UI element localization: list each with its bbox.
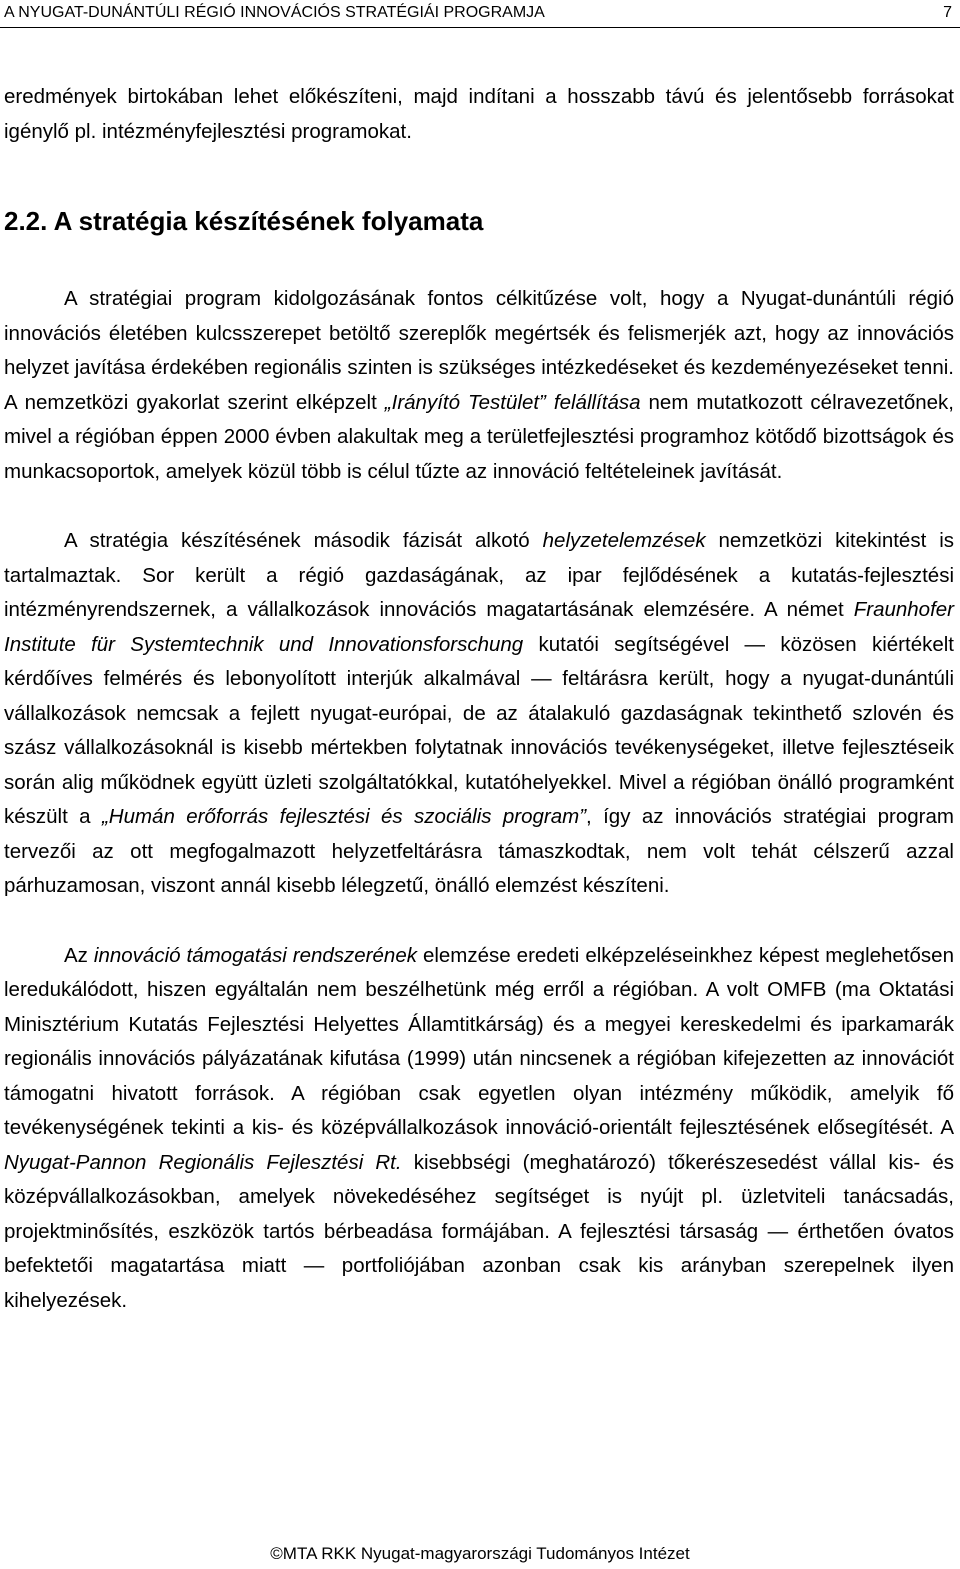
page-footer: ©MTA RKK Nyugat-magyarországi Tudományos Intézet (270, 1544, 690, 1563)
italic-run: Nyugat-Pannon Regionális Fejlesztési Rt. (4, 1150, 402, 1174)
italic-run: helyzetelemzések (542, 529, 706, 552)
text-run: kisebbségi (meghatározó) tőkerészesedést vállal kis- és középvállalkozásokban, amelyek növekedéséhez segítséget is nyújt pl. üzletviteli tanácsadás, projektminősítés, eszközök tartós bérbeadása formájában. A fejlesztési társaság — érthetően óvatos befektetői magatartása miatt — portfoliójában azonban csak kis arányban szerepelnek ilyen kihelyezések. (4, 1150, 954, 1312)
page-number: 7 (943, 4, 952, 21)
text-run: elemzése eredeti elképzeléseinkhez képest meglehetősen leredukálódott, hiszen egyáltalán nem beszélhetünk még erről a régióban. A volt OMFB (ma Oktatási Minisztérium Kutatás Fejlesztési Helyettes Államtitkárság) és a megyei kereskedelmi és iparkamarák regionális innovációs pályázatának kifutása (1999) után nincsenek a régióban kifejezetten az innovációt támogatni hivatott források. A régióban csak egyetlen olyan intézmény működik, amelyik fő tevékenységének tekinti a kis- és középvállalkozások innováció-orientált fejlesztésének elősegítését. A (4, 943, 954, 1139)
text-run: A stratégia készítésének második fázisát alkotó (64, 529, 543, 552)
text-run: nem mutatkozott célravezetőnek, mivel a régióban éppen 2000 évben alakultak meg a területfejlesztési programhoz kötődő bizottságok és munkacsoportok, amelyek közül több is célul tűzte az innováció feltételeinek javítását. (4, 390, 954, 483)
paragraph-3 (4, 939, 954, 1319)
header-title: A NYUGAT-DUNÁNTÚLI RÉGIÓ INNOVÁCIÓS STRATÉGIÁI PROGRAMJA (4, 4, 545, 21)
section-heading: 2.2. A stratégia készítésének folyamata (4, 206, 484, 236)
text-run: A stratégiai program kidolgozásának fontos célkitűzése volt, hogy a Nyugat-dunántúli régió innovációs életében kulcsszerepet betöltő szereplők megértsék és felismerjék azt, hogy az innovációs helyzet javítása érdekében regionális szinten is szükséges intézkedéseket és kezdeményezéseket tenni. A nemzetközi gyakorlat szerint elképzelt (4, 287, 954, 414)
text-run: Az (64, 943, 94, 967)
italic-run: innováció támogatási rendszerének (93, 943, 417, 967)
paragraph-continuation: eredmények birtokában lehet előkészíteni, majd indítani a hosszabb távú és jelentősebb forrásokat igénylő pl. intézményfejlesztési programokat. (4, 85, 954, 143)
paragraph-2 (4, 524, 954, 904)
italic-run: „Humán erőforrás fejlesztési és szociális program” (101, 805, 587, 828)
paragraph-1 (4, 282, 954, 489)
italic-run: Fraunhofer Institute für Systemtechnik und Innovationsforschung (4, 598, 954, 656)
text-run: kutatói segítségével — közösen kiértékelt kérdőíves felmérés és lebonyolított interjúk alkalmával — feltárásra került, hogy a nyugat-dunántúli vállalkozások nemcsak a fejlett nyugat-európai, de az átalakuló gazdaságnak tekinthető szlovén és szász vállalkozásoknál is kisebb mértekben folytatnak innovációs tevékenységeket, illetve fejlesztéseik során alig működnek együtt üzleti szolgáltatókkal, kutatóhelyekkel. Mivel a régióban önálló programként készült a (4, 632, 954, 828)
page-header (0, 0, 960, 28)
text-run: nemzetközi kitekintést is tartalmaztak. Sor került a régió gazdaságának, az ipar fejlődésének a kutatás-fejlesztési intézményrendszernek, a vállalkozások innovációs magatartásának elemzésére. A német (4, 529, 954, 621)
document-body (4, 80, 954, 1318)
italic-run: „Irányító Testület” felállítása (384, 390, 641, 414)
text-run: , így az innovációs stratégiai program tervezői az ott megfogalmazott helyzetfeltárásra támaszkodtak, nem volt tehát célszerű azzal párhuzamosan, viszont annál kisebb lélegzetű, önálló elemzést készíteni. (4, 805, 954, 897)
